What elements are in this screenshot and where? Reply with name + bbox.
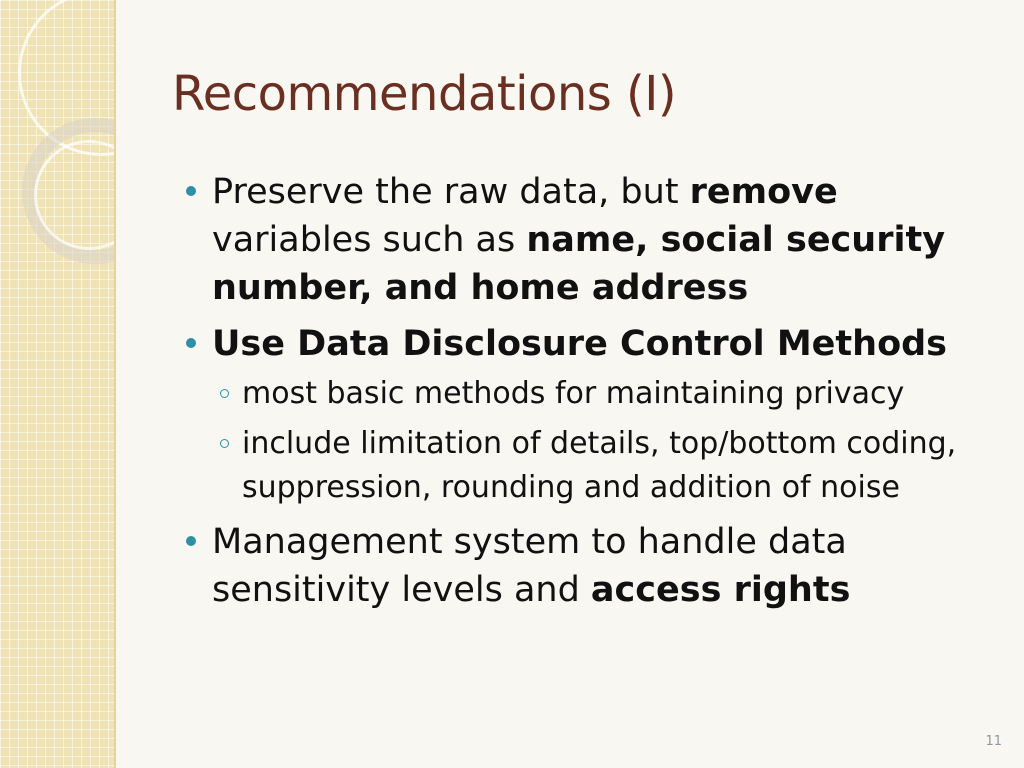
side-panel-edge [114,0,116,768]
sub-bullet-item: most basic methods for maintaining privacy [184,372,1004,416]
sub-bullet-list [184,372,1004,510]
bullet-item [184,320,1004,368]
bullet-bold-text: Use Data Disclosure Control Methods [212,324,947,364]
decorative-side-panel [0,0,114,768]
slide-content [184,168,1004,622]
bullet-bold-text: name, social security number, and home address [212,220,946,308]
bullet-bold-text: remove [689,172,838,212]
bullet-item [184,518,1004,614]
bullet-text: Preserve the raw data, but [212,172,690,212]
bullet-item [184,168,1004,312]
bullet-text: variables such as [212,220,527,260]
page-number: 11 [985,734,1002,749]
bullet-bold-text: access rights [590,570,851,610]
sub-bullet-item: include limitation of details, top/bottom coding, suppression, rounding and addition of noise [184,422,1004,510]
slide-title: Recommendations (I) [172,66,677,122]
bullet-text: Management system to handle data sensitivity levels and [212,522,847,610]
